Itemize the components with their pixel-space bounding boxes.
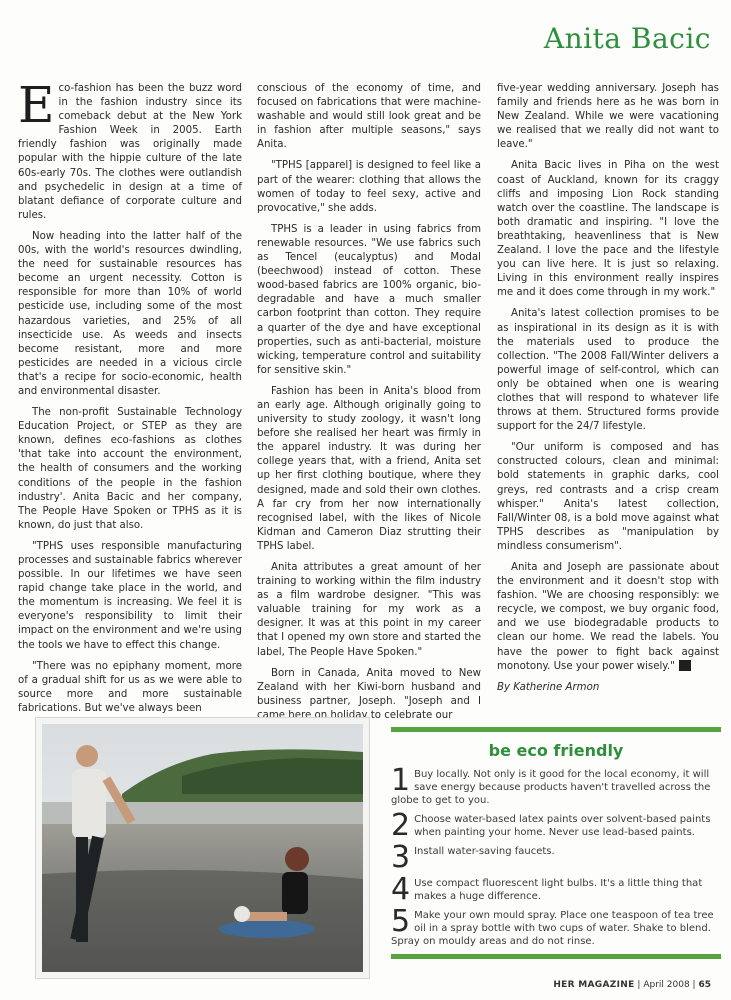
eco-tip-item: [391, 840, 721, 875]
page-number: 65: [698, 980, 711, 990]
article-paragraph: conscious of the economy of time, and focused on fabrications that were machine-washable and would still look great and be in fashion after multiple seasons," says Anita.: [257, 83, 481, 151]
eco-tips-list: [391, 763, 721, 948]
article-paragraph: TPHS is a leader in using fabrics from renewable resources. "We use fabrics such as Tencel (eucalyptus) and Modal (beechwood) instead of cotton. These wood-based fabrics are 100% organic, bio-degradable and have a much smaller carbon footprint than cotton. They require a quarter of the dye and have exceptional properties, such as anti-bacterial, moisture wicking, temperature control and suitability for sensitive skin.": [257, 223, 481, 376]
magazine-name: HER MAGAZINE: [553, 980, 635, 990]
eco-box-bottom-rule: [391, 954, 721, 959]
footer-separator: |: [692, 980, 696, 990]
beach-photo-image: [42, 724, 363, 972]
eco-tip-number: 1: [391, 763, 411, 798]
eco-tip-text: Install water-saving faucets.: [414, 846, 555, 857]
article-paragraph: "TPHS uses responsible manufacturing processes and sustainable fabrics wherever possible. In our lifetimes we have seen rapid change take place in the world, and the momentum is increasing. We feel it is everyone's responsibility to limit their impact on the environment and we're using the tools we have to effect this change.: [18, 540, 242, 651]
article-paragraph: Anita's latest collection promises to be as inspirational in its design as it is with the materials used to produce the collection. "The 2008 Fall/Winter delivers a powerful image of self-control, which can only be obtained when one is wearing clothes that will respond to whatever life throws at them. Structured forms provide support for the 24/7 lifestyle.: [497, 308, 719, 433]
end-mark-icon: her: [679, 660, 691, 671]
eco-box-top-rule: [391, 727, 721, 732]
drop-cap: E: [18, 76, 55, 134]
article-column-1: [18, 76, 242, 723]
page-title: Anita Bacic: [543, 22, 711, 55]
article-paragraph: Now heading into the latter half of the 00s, with the world's resources dwindling, the need for sustainable resources has become an urgent necessity. Cotton is responsible for more than 10% of world pesticide use, including some of the most hazardous varieties, and 25% of all insecticide use. As weeds and insects become resistant, more and more pesticides are needed in a vicious circle that's a recipe for socio-economic, health and environmental disaster.: [18, 230, 242, 397]
beach-photo: [36, 718, 369, 978]
eco-tip-item: [391, 763, 721, 807]
byline: By Katherine Armon: [497, 681, 600, 693]
eco-tip-number: 4: [391, 872, 411, 907]
footer-separator: |: [637, 980, 641, 990]
article-paragraph: The non-profit Sustainable Technology Education Project, or STEP as they are known, defines eco-fashions as clothes 'that take into account the environment, the health of consumers and the working conditions of the people in the fashion industry'. Anita Bacic and her company, The People Have Spoken or TPHS as it is known, do just that also.: [18, 407, 242, 531]
article-column-2: [257, 82, 481, 730]
eco-tip-text: Make your own mould spray. Place one teaspoon of tea tree oil in a spray bottle with two cups of water. Shake to blend. Spray on mouldy areas and do not rinse.: [391, 910, 714, 947]
article-paragraph: Anita Bacic lives in Piha on the west coast of Auckland, known for its craggy cliffs and imposing Lion Rock standing watch over the coastline. The landscape is both dramatic and inspiring. "I love the breathtaking, heavenliness that is New Zealand. I love the pace and the lifestyle you can live here. It is just so relaxing. Living in this environment really inspires me and it does come through in my work.": [497, 160, 719, 299]
eco-tip-number: 5: [391, 904, 411, 939]
issue-date: April 2008: [643, 980, 690, 990]
eco-tip-item: [391, 808, 721, 843]
article-paragraph: "There was no epiphany moment, more of a gradual shift for us as we were able to source more and more sustainable fabrications. But we've always been: [18, 660, 242, 714]
article-paragraph: Born in Canada, Anita moved to New Zealand with her Kiwi-born husband and business partner, Joseph. "Joseph and I came here on holiday to celebrate our: [257, 667, 481, 721]
eco-tips-box: [391, 727, 721, 959]
article-paragraph: Eco-fashion has been the buzz word in the fashion industry since its comeback debut at the New York Fashion Week in 2005. Earth friendly fashion was originally made popular with the hippie culture of the late 60s-early 70s. The clothes were outlandish and psychedelic in design at a time of blatant defiance of corporate culture and rules.: [18, 76, 242, 221]
eco-tip-text: Choose water-based latex paints over solvent-based paints when painting your home. Never use lead-based paints.: [414, 814, 711, 838]
eco-tip-number: 3: [391, 840, 411, 875]
article-column-3: [497, 82, 719, 702]
article-paragraph: five-year wedding anniversary. Joseph has family and friends here as he was born in New Zealand. While we were vacationing we realised that we really did not want to leave.": [497, 83, 719, 151]
eco-tip-item: [391, 872, 721, 907]
eco-tip-item: [391, 904, 721, 948]
article-paragraph: Fashion has been in Anita's blood from an early age. Although originally going to university to study zoology, it wasn't long before she realised her heart was firmly in the apparel industry. It was during her college years that, with a friend, Anita set up her first clothing boutique, where they designed, made and sold their own clothes. A far cry from her now internationally recognised label, with the likes of Nicole Kidman and Cameron Diaz strutting their TPHS label.: [257, 385, 481, 552]
eco-tip-text: Buy locally. Not only is it good for the local economy, it will save energy because products haven't travelled across the globe to get to you.: [391, 769, 711, 806]
eco-tip-text: Use compact fluorescent light bulbs. It's a little thing that makes a huge difference.: [414, 878, 703, 902]
article-paragraph: "Our uniform is composed and has constructed colours, clean and minimal: bold statements in graphic darks, cool greys, red contrasts and a crisp cream whisper." Anita's latest collection, Fall/Winter 08, is a bold move against what TPHS describes as "manipulation by mindless consumerism".: [497, 442, 719, 552]
article-paragraph: "TPHS [apparel] is designed to feel like a part of the wearer: clothing that allows the women of today to feel sexy, active and provocative," she adds.: [257, 160, 481, 214]
eco-tip-number: 2: [391, 808, 411, 843]
article-paragraph: Anita attributes a great amount of her training to working within the film industry as a film wardrobe designer. "This was valuable training for my work as a designer. It was at this point in my career that I opened my own store and started the label, The People Have Spoken.": [257, 562, 481, 658]
article-paragraph: Anita and Joseph are passionate about the environment and it doesn't stop with fashion. "We are choosing responsibly: we recycle, we compost, we buy organic food, and we use biodegradable products to clean our home. We read the labels. You have the power to fight back against monotony. Use your power wisely." her: [497, 562, 719, 672]
page-footer: [553, 980, 711, 990]
eco-box-title: be eco friendly: [488, 741, 624, 760]
